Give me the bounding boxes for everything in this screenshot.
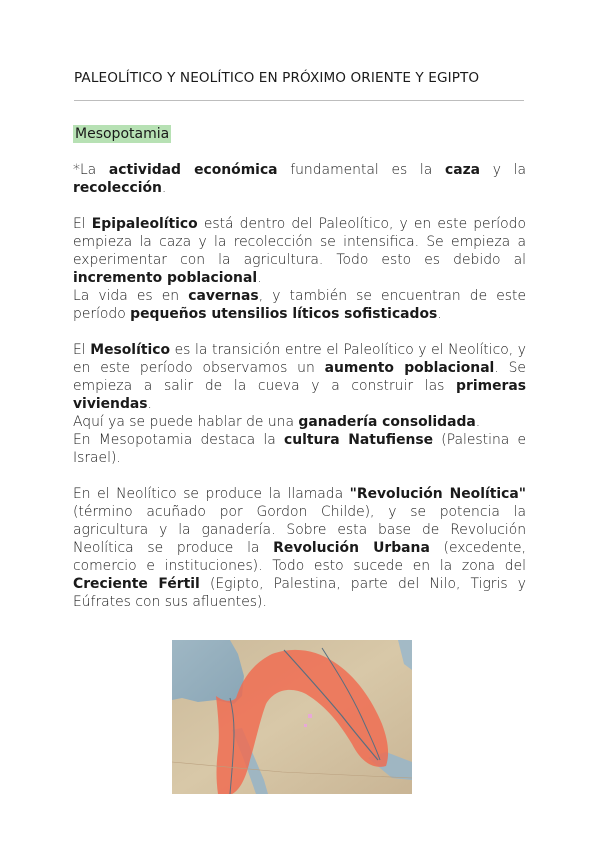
bold-term: Mesolítico — [90, 342, 171, 358]
bold-term: incremento poblacional — [73, 270, 258, 286]
paragraph-epipaleolithic — [73, 215, 526, 323]
text-run: . — [161, 180, 167, 196]
bold-term: actividad económica — [108, 162, 278, 178]
bold-term: Creciente Fértil — [73, 576, 200, 592]
bold-term: caza — [444, 162, 481, 178]
text-run: *La — [73, 162, 109, 178]
section-heading: Mesopotamia — [75, 126, 170, 142]
text-run: . — [437, 306, 442, 322]
text-run: El — [73, 216, 92, 232]
mediterranean-sea — [172, 640, 244, 704]
text-run: fundamental es la — [277, 162, 445, 178]
paragraph-mesolithic — [73, 341, 526, 467]
bold-term: recolección — [73, 180, 162, 196]
text-run: En Mesopotamia destaca la — [73, 432, 284, 448]
text-run: está dentro del Paleolítico, y en este período empieza la caza y la recolección se intensifica. Se empieza a experimentar con la agricultura. Todo esto es debido al — [73, 216, 526, 268]
bold-term: pequeños utensilios líticos sofisticados — [130, 306, 438, 322]
paragraph-neolithic — [73, 485, 526, 611]
paragraph-economy — [73, 161, 526, 197]
text-run: Aquí ya se puede hablar de una — [73, 414, 299, 430]
text-run: . — [475, 414, 481, 430]
text-run: (Egipto, Palestina, parte del Nilo, Tigris y Eúfrates con sus afluentes). — [73, 576, 526, 610]
text-run: es la transición entre el Paleolítico y el Neolítico, y en este período observamos un — [73, 342, 526, 376]
text-run: . — [257, 270, 262, 286]
fertile-crescent-map — [172, 640, 412, 794]
bold-term: "Revolución Neolítica" — [349, 486, 526, 502]
text-run: . — [147, 396, 152, 412]
text-run: (excedente, comercio e instituciones). Todo esto sucede en la zona del — [73, 540, 527, 574]
bold-term: cultura Natufiense — [283, 432, 434, 448]
map-image — [172, 640, 412, 794]
body-text — [73, 161, 526, 629]
bold-term: Epipaleolítico — [91, 216, 198, 232]
site-marker — [304, 724, 307, 727]
text-run: y la — [480, 162, 526, 178]
bold-term: ganadería consolidada — [298, 414, 476, 430]
text-run: (Palestina e Israel). — [73, 432, 527, 466]
bold-term: aumento poblacional — [324, 360, 495, 376]
page-title: PALEOLÍTICO Y NEOLÍTICO EN PRÓXIMO ORIENTE Y EGIPTO — [74, 70, 480, 86]
text-run: La vida es en — [73, 288, 189, 304]
bold-term: primeras viviendas — [73, 378, 526, 412]
title-divider — [74, 100, 524, 101]
text-run: , y también se encuentran de este período — [73, 288, 526, 322]
text-run: En el Neolítico se produce la llamada — [73, 486, 350, 502]
site-marker — [308, 714, 312, 718]
bold-term: Revolución Urbana — [273, 540, 430, 556]
bold-term: cavernas — [188, 288, 259, 304]
text-run: (término acuñado por Gordon Childe), y se potencia la agricultura y la ganadería. Sobre esta base de Revolución Neolítica se produce la — [73, 504, 526, 556]
text-run: El — [73, 342, 91, 358]
text-run: . Se empieza a salir de la cueva y a construir las — [73, 360, 526, 394]
